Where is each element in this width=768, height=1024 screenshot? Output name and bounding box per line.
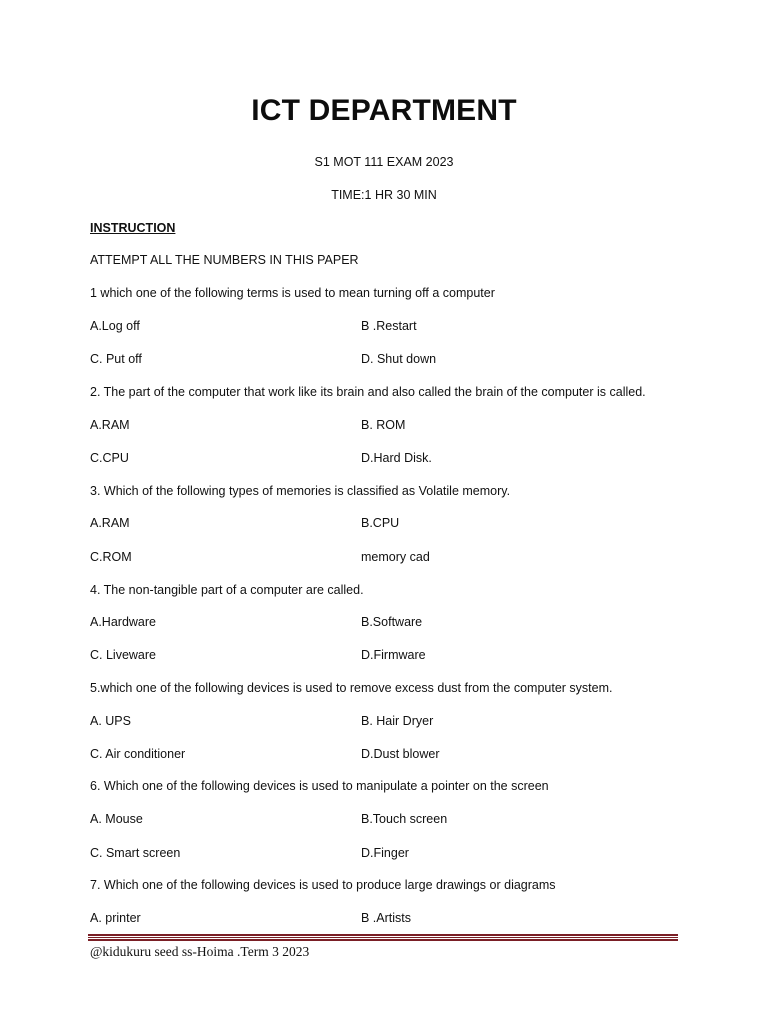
q7-option-a: A. printer bbox=[90, 911, 141, 925]
q5-option-a: A. UPS bbox=[90, 714, 131, 728]
q7-option-b: B .Artists bbox=[361, 911, 412, 925]
q2-option-a: A.RAM bbox=[90, 418, 130, 432]
question-1: 1 which one of the following terms is used to mean turning off a computer bbox=[90, 286, 495, 300]
page-title: ICT DEPARTMENT bbox=[251, 94, 517, 127]
footer-divider-line bbox=[88, 934, 678, 936]
instruction-text: ATTEMPT ALL THE NUMBERS IN THIS PAPER bbox=[90, 253, 359, 267]
q4-option-c: C. Liveware bbox=[90, 648, 156, 662]
q5-option-d: D.Dust blower bbox=[361, 747, 440, 761]
question-3: 3. Which of the following types of memories is classified as Volatile memory. bbox=[90, 484, 511, 498]
q3-option-a: A.RAM bbox=[90, 516, 130, 530]
question-2: 2. The part of the computer that work like its brain and also called the brain of the computer is called. bbox=[90, 385, 646, 399]
q6-option-b: B.Touch screen bbox=[361, 812, 448, 826]
q6-option-a: A. Mouse bbox=[90, 812, 143, 826]
q3-option-b: B.CPU bbox=[361, 516, 400, 530]
q1-option-a: A.Log off bbox=[90, 319, 140, 333]
footer-text: @kidukuru seed ss-Hoima .Term 3 2023 bbox=[90, 944, 310, 959]
instruction-heading: INSTRUCTION bbox=[90, 221, 176, 235]
question-5: 5.which one of the following devices is used to remove excess dust from the computer system. bbox=[90, 681, 613, 695]
footer-divider-line bbox=[88, 939, 678, 941]
q2-option-b: B. ROM bbox=[361, 418, 406, 432]
q2-option-c: C.CPU bbox=[90, 451, 129, 465]
question-6: 6. Which one of the following devices is used to manipulate a pointer on the screen bbox=[90, 779, 549, 793]
exam-code: S1 MOT 111 EXAM 2023 bbox=[314, 155, 454, 169]
q4-option-a: A.Hardware bbox=[90, 615, 156, 629]
q3-option-c: C.ROM bbox=[90, 550, 132, 564]
exam-time: TIME:1 HR 30 MIN bbox=[331, 188, 437, 202]
question-4: 4. The non-tangible part of a computer are called. bbox=[90, 583, 364, 597]
q5-option-c: C. Air conditioner bbox=[90, 747, 186, 761]
question-7: 7. Which one of the following devices is used to produce large drawings or diagrams bbox=[90, 878, 556, 892]
q1-option-b: B .Restart bbox=[361, 319, 417, 333]
footer-divider bbox=[88, 934, 678, 942]
q6-option-c: C. Smart screen bbox=[90, 846, 181, 860]
q6-option-d: D.Finger bbox=[361, 846, 409, 860]
q1-option-d: D. Shut down bbox=[361, 352, 437, 366]
q4-option-b: B.Software bbox=[361, 615, 423, 629]
q5-option-b: B. Hair Dryer bbox=[361, 714, 434, 728]
q3-option-d: memory cad bbox=[361, 550, 430, 564]
footer-divider-line bbox=[88, 937, 678, 938]
q2-option-d: D.Hard Disk. bbox=[361, 451, 432, 465]
q4-option-d: D.Firmware bbox=[361, 648, 426, 662]
q1-option-c: C. Put off bbox=[90, 352, 142, 366]
